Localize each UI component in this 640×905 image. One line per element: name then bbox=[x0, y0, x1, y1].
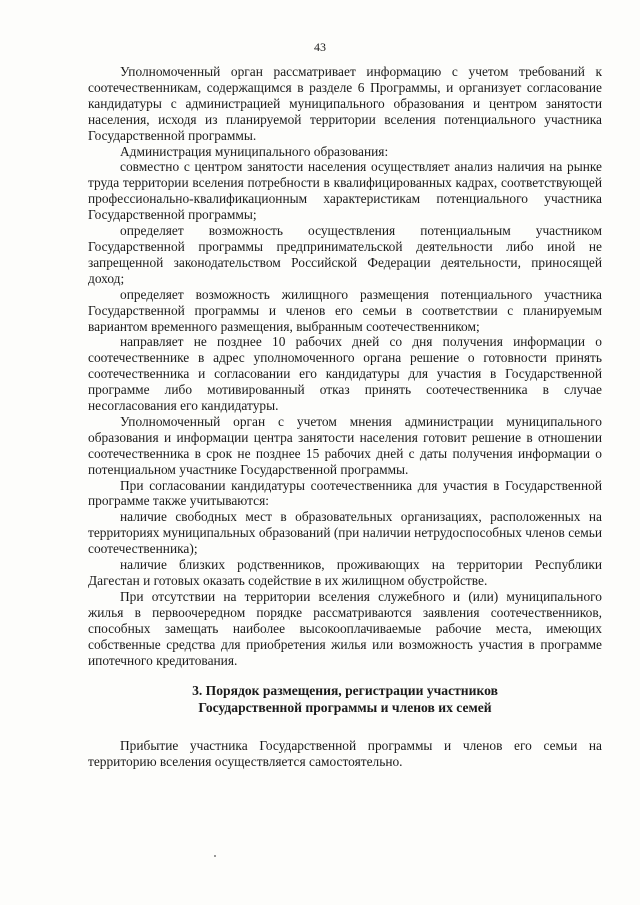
page-number: 43 bbox=[314, 40, 326, 54]
paragraph: наличие свободных мест в образовательных организациях, расположенных на территориях муниципальных образований (при наличии нетрудоспособных членов семьи соотечественника); bbox=[88, 509, 602, 557]
paragraph: определяет возможность жилищного размещения потенциального участника Государственной программы и членов его семьи в соответствии с планируемым вариантом временного размещения, выбранным соотечественником; bbox=[88, 286, 602, 334]
document-body bbox=[88, 64, 602, 770]
paragraph: совместно с центром занятости населения осуществляет анализ наличия на рынке труда территории вселения потребности в квалифицированных кадрах, соответствующей профессионально-квалификационным характеристикам потенциального участника Государственной программы; bbox=[88, 159, 602, 223]
paragraph: При отсутствии на территории вселения служебного и (или) муниципального жилья в первоочередном порядке рассматриваются заявления соотечественников, способных замещать наиболее высокооплачиваемые рабочие места, имеющих собственные средства для приобретения жилья или возможность участия в программе ипотечного кредитования. bbox=[88, 588, 602, 668]
section-heading-line: 3. Порядок размещения, регистрации участников bbox=[192, 683, 498, 699]
section-heading-line: Государственной программы и членов их семей bbox=[198, 700, 492, 716]
paragraph: наличие близких родственников, проживающих на территории Республики Дагестан и готовых оказать содействие в их жилищном обустройстве. bbox=[88, 557, 602, 588]
closing-paragraph: Прибытие участника Государственной программы и членов его семьи на территорию вселения осуществляется самостоятельно. bbox=[88, 738, 602, 770]
paragraph: Уполномоченный орган рассматривает информацию с учетом требований к соотечественникам, содержащимся в разделе 6 Программы, и организует согласование кандидатуры с администрацией муниципального образования и центром занятости населения, исходя из планируемой территории вселения потенциального участника Государственной программы. bbox=[88, 64, 602, 143]
paragraph: Уполномоченный орган с учетом мнения администрации муниципального образования и информации центра занятости населения готовит решение в отношении соотечественника в срок не позднее 15 рабочих дней с даты получения информации о потенциальном участнике Государственной программы. bbox=[88, 413, 602, 477]
paragraph: направляет не позднее 10 рабочих дней со дня получения информации о соотечественнике в адрес уполномоченного органа решение о готовности принять соотечественника и согласовании его кандидатуры для участия в Государственной программе либо мотивированный отказ принять соотечественника в случае несогласования его кандидатуры. bbox=[88, 334, 602, 414]
section-heading bbox=[88, 682, 602, 716]
scan-speck bbox=[214, 855, 216, 857]
paragraph: определяет возможность осуществления потенциальным участником Государственной программы предпринимательской деятельности либо иной не запрещенной законодательством Российской Федерации деятельности, приносящей доход; bbox=[88, 223, 602, 286]
paragraph: Администрация муниципального образования: bbox=[120, 143, 389, 159]
paragraph: При согласовании кандидатуры соотечественника для участия в Государственной программе также учитываются: bbox=[88, 477, 602, 509]
